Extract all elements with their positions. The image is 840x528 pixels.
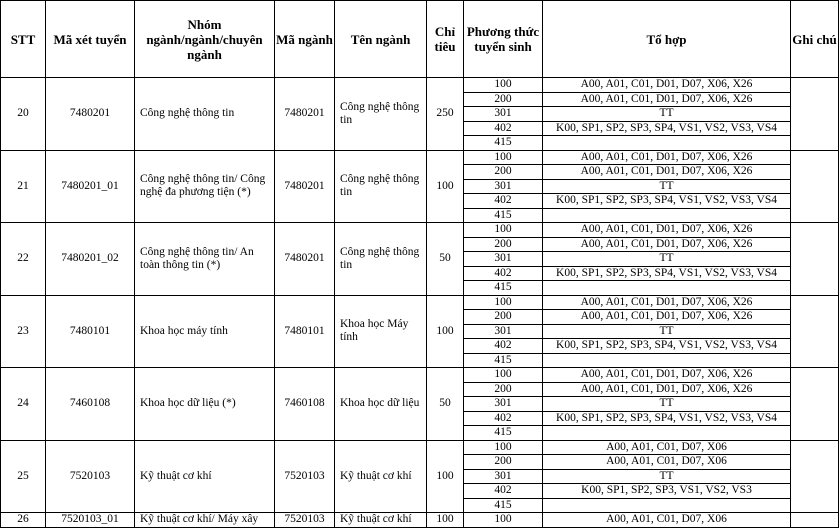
row-stt: 21 [1, 150, 46, 223]
row-stt: 26 [1, 513, 46, 528]
row-ten-nganh: Kỹ thuật cơ khí [335, 513, 427, 528]
to-hop-cell [543, 136, 791, 151]
method-code: 415 [464, 281, 543, 296]
method-code: 200 [464, 92, 543, 107]
row-ma-xet-tuyen: 7480101 [46, 295, 135, 368]
to-hop-cell: K00, SP1, SP2, SP3, SP4, VS1, VS2, VS3, VS4 [543, 339, 791, 354]
row-ma-xet-tuyen: 7480201_01 [46, 150, 135, 223]
row-nhom-nganh: Công nghệ thông tin [135, 78, 275, 151]
method-code: 301 [464, 397, 543, 412]
method-code: 200 [464, 455, 543, 470]
row-stt: 23 [1, 295, 46, 368]
row-ma-nganh: 7520103 [275, 440, 335, 513]
to-hop-cell [543, 353, 791, 368]
table-row [1, 513, 839, 528]
row-nhom-nganh: Kỹ thuật cơ khí/ Máy xây [135, 513, 275, 528]
to-hop-cell: A00, A01, C01, D01, D07, X06, X26 [543, 78, 791, 93]
method-code: 100 [464, 78, 543, 93]
row-stt: 22 [1, 223, 46, 296]
row-ghi-chu [791, 295, 839, 368]
row-chi-tieu: 100 [427, 440, 464, 513]
to-hop-cell: TT [543, 324, 791, 339]
header-ma-nganh: Mã ngành [275, 1, 335, 78]
method-code: 200 [464, 382, 543, 397]
to-hop-cell: K00, SP1, SP2, SP3, SP4, VS1, VS2, VS3, VS4 [543, 194, 791, 209]
row-stt: 24 [1, 368, 46, 441]
method-code: 301 [464, 252, 543, 267]
row-ma-xet-tuyen: 7480201 [46, 78, 135, 151]
row-ten-nganh: Khoa học dữ liệu [335, 368, 427, 441]
row-ma-nganh: 7480201 [275, 223, 335, 296]
method-code: 200 [464, 237, 543, 252]
method-code: 100 [464, 150, 543, 165]
to-hop-cell [543, 281, 791, 296]
row-chi-tieu: 50 [427, 223, 464, 296]
row-ten-nganh: Khoa học Máy tính [335, 295, 427, 368]
row-ma-nganh: 7480201 [275, 78, 335, 151]
method-code: 301 [464, 179, 543, 194]
header-nhom-nganh: Nhóm ngành/ngành/chuyên ngành [135, 1, 275, 78]
row-chi-tieu: 100 [427, 150, 464, 223]
row-ma-nganh: 7480201 [275, 150, 335, 223]
method-code: 301 [464, 469, 543, 484]
row-ma-xet-tuyen: 7520103 [46, 440, 135, 513]
row-ma-nganh: 7480101 [275, 295, 335, 368]
row-nhom-nganh: Khoa học dữ liệu (*) [135, 368, 275, 441]
header-stt: STT [1, 1, 46, 78]
method-code: 100 [464, 223, 543, 238]
header-to-hop: Tổ hợp [543, 1, 791, 78]
row-ghi-chu [791, 368, 839, 441]
row-nhom-nganh: Kỹ thuật cơ khí [135, 440, 275, 513]
to-hop-cell: A00, A01, C01, D01, D07, X06, X26 [543, 382, 791, 397]
table-row [1, 295, 839, 310]
header-ghi-chu: Ghi chú [791, 1, 839, 78]
to-hop-cell: TT [543, 179, 791, 194]
method-code: 100 [464, 440, 543, 455]
to-hop-cell: K00, SP1, SP2, SP3, VS1, VS2, VS3 [543, 484, 791, 499]
table-row [1, 223, 839, 238]
to-hop-cell: A00, A01, C01, D01, D07, X06, X26 [543, 92, 791, 107]
method-code: 415 [464, 426, 543, 441]
header-ma-xet-tuyen: Mã xét tuyển [46, 1, 135, 78]
to-hop-cell: TT [543, 252, 791, 267]
row-ma-xet-tuyen: 7520103_01 [46, 513, 135, 528]
to-hop-cell: K00, SP1, SP2, SP3, SP4, VS1, VS2, VS3, VS4 [543, 266, 791, 281]
to-hop-cell: A00, A01, C01, D01, D07, X06, X26 [543, 223, 791, 238]
table-row [1, 368, 839, 383]
method-code: 415 [464, 208, 543, 223]
method-code: 402 [464, 266, 543, 281]
row-ma-xet-tuyen: 7460108 [46, 368, 135, 441]
row-ma-nganh: 7460108 [275, 368, 335, 441]
row-ghi-chu [791, 440, 839, 513]
method-code: 402 [464, 484, 543, 499]
table-body [1, 78, 839, 528]
to-hop-cell [543, 498, 791, 513]
row-chi-tieu: 100 [427, 513, 464, 528]
to-hop-cell: A00, A01, C01, D07, X06 [543, 455, 791, 470]
row-ten-nganh: Công nghệ thông tin [335, 223, 427, 296]
method-code: 402 [464, 411, 543, 426]
row-ghi-chu [791, 513, 839, 528]
to-hop-cell: K00, SP1, SP2, SP3, SP4, VS1, VS2, VS3, VS4 [543, 411, 791, 426]
row-chi-tieu: 50 [427, 368, 464, 441]
header-phuong-thuc: Phương thức tuyển sinh [464, 1, 543, 78]
table-row [1, 150, 839, 165]
method-code: 100 [464, 368, 543, 383]
row-ma-nganh: 7520103 [275, 513, 335, 528]
method-code: 301 [464, 107, 543, 122]
row-ten-nganh: Kỹ thuật cơ khí [335, 440, 427, 513]
table-row [1, 440, 839, 455]
to-hop-cell: A00, A01, C01, D01, D07, X06, X26 [543, 165, 791, 180]
to-hop-cell [543, 208, 791, 223]
row-stt: 25 [1, 440, 46, 513]
row-nhom-nganh: Khoa học máy tính [135, 295, 275, 368]
row-ten-nganh: Công nghệ thông tin [335, 150, 427, 223]
method-code: 402 [464, 339, 543, 354]
header-chi-tieu: Chỉ tiêu [427, 1, 464, 78]
row-nhom-nganh: Công nghệ thông tin/ Công nghệ đa phương tiện (*) [135, 150, 275, 223]
method-code: 415 [464, 353, 543, 368]
method-code: 200 [464, 165, 543, 180]
to-hop-cell: A00, A01, C01, D01, D07, X06, X26 [543, 150, 791, 165]
method-code: 301 [464, 324, 543, 339]
row-chi-tieu: 100 [427, 295, 464, 368]
to-hop-cell [543, 426, 791, 441]
to-hop-cell: A00, A01, C01, D07, X06 [543, 513, 791, 528]
to-hop-cell: TT [543, 397, 791, 412]
row-chi-tieu: 250 [427, 78, 464, 151]
to-hop-cell: A00, A01, C01, D01, D07, X06, X26 [543, 237, 791, 252]
method-code: 415 [464, 136, 543, 151]
method-code: 402 [464, 194, 543, 209]
to-hop-cell: A00, A01, C01, D01, D07, X06, X26 [543, 310, 791, 325]
table-row [1, 78, 839, 93]
method-code: 100 [464, 513, 543, 528]
to-hop-cell: TT [543, 107, 791, 122]
method-code: 100 [464, 295, 543, 310]
row-ma-xet-tuyen: 7480201_02 [46, 223, 135, 296]
to-hop-cell: A00, A01, C01, D01, D07, X06, X26 [543, 295, 791, 310]
method-code: 402 [464, 121, 543, 136]
to-hop-cell: A00, A01, C01, D07, X06 [543, 440, 791, 455]
method-code: 415 [464, 498, 543, 513]
to-hop-cell: TT [543, 469, 791, 484]
to-hop-cell: K00, SP1, SP2, SP3, SP4, VS1, VS2, VS3, VS4 [543, 121, 791, 136]
row-ten-nganh: Công nghệ thông tin [335, 78, 427, 151]
row-ghi-chu [791, 223, 839, 296]
header-ten-nganh: Tên ngành [335, 1, 427, 78]
to-hop-cell: A00, A01, C01, D01, D07, X06, X26 [543, 368, 791, 383]
row-stt: 20 [1, 78, 46, 151]
method-code: 200 [464, 310, 543, 325]
row-ghi-chu [791, 78, 839, 151]
row-nhom-nganh: Công nghệ thông tin/ An toàn thông tin (*) [135, 223, 275, 296]
row-ghi-chu [791, 150, 839, 223]
